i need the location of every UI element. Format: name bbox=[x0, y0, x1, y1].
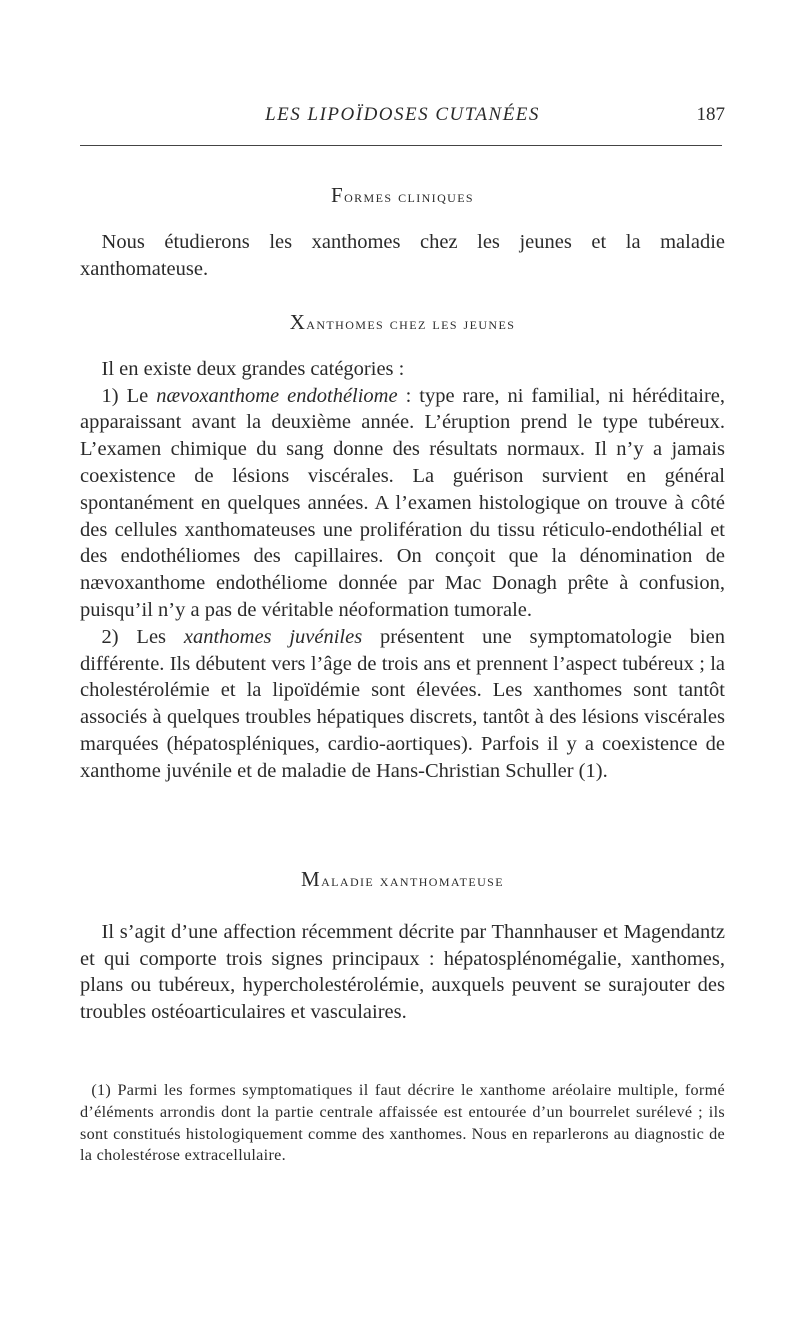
paragraph-naevoxanthome-text: : type rare, ni familial, ni héréditaire, apparaissant avant la deuxième année. L’éruption prend le type tubéreux. L’examen chimique du sang donne des résultats normaux. Il n’y a jamais coexistence de lésions viscérales. La guérison survient en général spontanément en quelques années. A l’examen histologique on trouve à côté des cellules xanthomateuses une prolifération du tissu réticulo-endothélial et des endothéliomes des capillaires. On conçoit que la dénomination de nævoxanthome endothéliome donnée par Mac Donagh prête à confusion, puisqu’il n’y a pas de véritable néoformation tumorale. bbox=[80, 384, 725, 621]
paragraph-categories: Il en existe deux grandes catégories : bbox=[101, 357, 405, 380]
header-rule bbox=[80, 145, 722, 146]
paragraph-maladie: Il s’agit d’une affection récemment décrite par Thannhauser et Magendantz et qui comporte trois signes principaux : hépatosplénomégalie, xanthomes, plans ou tubéreux, hypercholestérolémie, auxquels peuvent se surajouter des troubles ostéoarticulaires et vasculaires. bbox=[80, 920, 725, 1024]
term-naevoxanthome: nævoxanthome endothéliome bbox=[156, 384, 398, 407]
page-number: 187 bbox=[696, 104, 725, 125]
paragraph-naevoxanthome bbox=[80, 383, 725, 624]
paragraph-intro: Nous étudierons les xanthomes chez les jeunes et la maladie xanthomateuse. bbox=[80, 230, 725, 280]
paragraph-xanthomes-juveniles bbox=[80, 624, 725, 785]
section-maladie bbox=[80, 866, 725, 1026]
term-xanthomes-juveniles: xanthomes juvéniles bbox=[183, 625, 363, 648]
footnote-text: (1) Parmi les formes symptomatiques il faut décrire le xanthome aréolaire multiple, formé d’éléments arrondis dont la partie centrale affaissée est entourée d’un bourrelet surélevé ; ils sont constitués histologiquement comme des xanthomes. Nous en reparlerons au diagnostic de la cholestérose extracellulaire. bbox=[80, 1081, 725, 1165]
section-formes bbox=[80, 182, 725, 282]
section-xanthomes-jeunes bbox=[80, 309, 725, 785]
item-prefix: 1) Le bbox=[101, 384, 157, 407]
heading-formes-cliniques: Formes cliniques bbox=[330, 183, 474, 207]
heading-maladie-xanthomateuse: Maladie xanthomateuse bbox=[301, 867, 504, 891]
running-head bbox=[80, 104, 725, 134]
footnote bbox=[80, 1080, 725, 1167]
item-prefix: 2) Les bbox=[101, 625, 184, 648]
paragraph-xanthomes-juveniles-text: présentent une symptomatologie bien différente. Ils débutent vers l’âge de trois ans et prennent l’aspect tubéreux ; la cholestérolémie et la lipoïdémie sont élevées. Les xanthomes sont tantôt associés à quelques troubles hépatiques discrets, tantôt à des lésions viscérales marquées (hépatospléniques, cardio-aortiques). Parfois il y a coexistence de xanthome juvénile et de maladie de Hans-Christian Schuller (1). bbox=[80, 625, 725, 782]
running-title: LES LIPOÏDOSES CUTANÉES bbox=[265, 104, 540, 125]
heading-xanthomes-jeunes: Xanthomes chez les jeunes bbox=[289, 310, 516, 334]
